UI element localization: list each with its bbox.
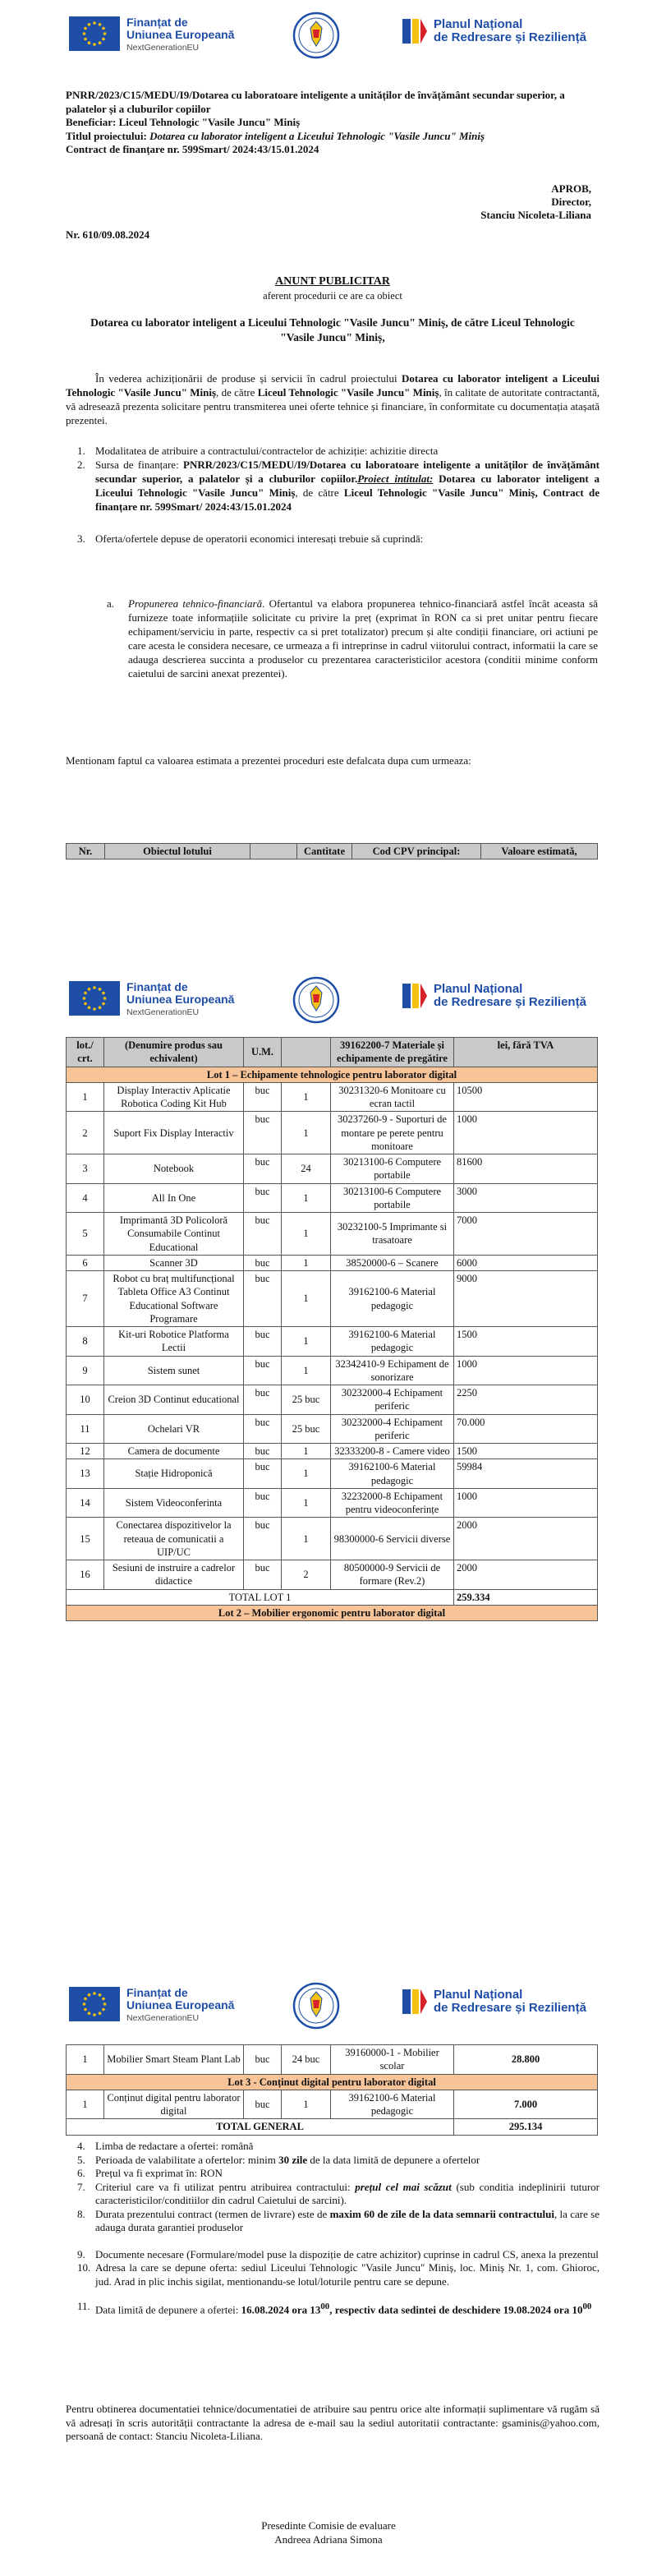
cell-cpv: 30231320-6 Monitoare cu ecran tactil: [331, 1082, 454, 1112]
cell-cpv: 38520000-6 – Scanere: [331, 1255, 454, 1270]
list-item: 7. Criteriul care va fi utilizat pentru atribuirea contractului: prețul cel mai scăzut (sub conditia indeplinirii tuturor caracteristicilor/conditiilor din cadrul Caietului de sarcini).: [77, 2180, 600, 2206]
cell-d: Suport Fix Display Interactiv: [104, 1112, 244, 1154]
approval-block: [480, 182, 591, 222]
romanian-government-seal-icon: [292, 12, 340, 59]
cell-v: 10500: [454, 1082, 598, 1112]
eu-title: Finanțat de Uniunea Europeană: [126, 1986, 235, 2011]
cell-v: 2000: [454, 1518, 598, 1560]
lot3-title-row: Lot 3 - Conținut digital pentru laborator digital: [67, 2074, 598, 2090]
cell-n: 15: [67, 1518, 104, 1560]
cell-d: Ochelari VR: [104, 1414, 244, 1444]
table-row: 1 Conținut digital pentru laborator digital buc 1 39162100-6 Material pedagogic 7.000: [67, 2090, 598, 2119]
col-nr: Nr.: [67, 844, 105, 859]
cell-v: 1000: [454, 1356, 598, 1385]
cell-q: 1: [282, 1459, 331, 1489]
col-quantity: Cantitate: [297, 844, 352, 859]
lot2-lot3-table: [66, 2044, 598, 2136]
cell-d: Display Interactiv Aplicatie Robotica Coding Kit Hub: [104, 1082, 244, 1112]
pnrr-logo: [402, 1988, 586, 2015]
general-total-row: TOTAL GENERAL 295.134: [67, 2119, 598, 2135]
cell-v: 1000: [454, 1488, 598, 1518]
cell-um: buc: [244, 1112, 282, 1154]
eu-logo: [69, 16, 234, 54]
cell-q: 1: [282, 1213, 331, 1256]
eu-flag-icon: [69, 981, 120, 1016]
cell-q: 25 buc: [282, 1385, 331, 1415]
cell-v: 3000: [454, 1183, 598, 1213]
cell-um: buc: [244, 1385, 282, 1415]
cell-um: buc: [244, 1560, 282, 1590]
cell-v: 7000: [454, 1213, 598, 1256]
cell-cpv: 30232000-4 Echipament periferic: [331, 1385, 454, 1415]
list-item: 9. Documente necesare (Formulare/model puse la dispoziție de catre achizitor) cuprinse in cadrul CS, anexa la prezentul: [77, 2247, 599, 2260]
cell-um: buc: [244, 1183, 282, 1213]
lots-table-header-p1: [66, 843, 598, 859]
pnrr-logo: [402, 983, 586, 1009]
cell-n: 9: [67, 1356, 104, 1385]
col-object: Obiectul lotului: [105, 844, 250, 859]
table-header-row: [67, 1038, 598, 1067]
table-row: [67, 1183, 598, 1213]
pnrr-arrow-icon: [402, 984, 427, 1008]
announcement-title: ANUNT PUBLICITAR: [275, 275, 390, 288]
table-row: [67, 1459, 598, 1489]
cell-d: All In One: [104, 1183, 244, 1213]
cell-um: buc: [244, 1213, 282, 1256]
cell-cpv: 32342410-9 Echipament de sonorizare: [331, 1356, 454, 1385]
project-reference: [66, 89, 600, 157]
approval-name: Stanciu Nicoleta-Liliana: [480, 209, 591, 221]
cell-q: 1: [282, 1271, 331, 1327]
table-row: [67, 1112, 598, 1154]
procedure-object: Dotarea cu laborator inteligent a Liceului Tehnologic "Vasile Juncu" Miniș, de către Liceul Tehnologic "Vasile Juncu" Miniș,: [90, 316, 575, 343]
cell-cpv: 30213100-6 Computere portabile: [331, 1183, 454, 1213]
pnrr-title: Planul Național de Redresare și Reziliență: [434, 1988, 586, 2015]
cell-v: 1000: [454, 1112, 598, 1154]
table-row: [67, 1082, 598, 1112]
list-item: 2. Sursa de finanțare: PNRR/2023/C15/MEDU/I9/Dotarea cu laboratoare inteligente a unităților de învățământ secundar superior, a palatelor și a cluburilor copiilor.Proiect intitulat: Dotarea cu laborator inteligent a Liceului Tehnologic "Vasile Juncu" Miniș, de către Liceul Tehnologic "Vasile Juncu" Miniș, Contract de finanțare nr. 599Smart/ 2024:43/15.01.2024: [77, 459, 600, 513]
signature-name: Andreea Adriana Simona: [274, 2532, 383, 2546]
signature-block: [0, 2519, 657, 2547]
eu-subtitle: NextGenerationEU: [126, 43, 200, 53]
cell-um: buc: [244, 1271, 282, 1327]
list-item: 1. Modalitatea de atribuire a contractului/contractelor de achiziție: achizitie directa: [77, 445, 439, 457]
intro-paragraph: În vederea achiziționării de produse și servicii în cadrul proiectului Dotarea cu laborator inteligent a Liceului Tehnologic "Vasile Juncu" Miniș, de către Liceul Tehnologic "Vasile Juncu" Miniș, în calitate de autoritate contractantă, vă adresează prezenta solicitare pentru transmiterea unei oferte tehnice și financiare, în conformitate cu documentația atașată prezentei.: [66, 372, 600, 426]
signature-role: Presedinte Comisie de evaluare: [261, 2519, 396, 2532]
cell-n: 4: [67, 1183, 104, 1213]
table-row: [67, 1414, 598, 1444]
approval-label: APROB,: [551, 182, 591, 195]
sub-item-a: a. Propunerea tehnico-financiară. Ofertantul va elabora propunerea tehnico-financiară astfel încât aceasta să furnizeze toate informațiile solicitate cu privire la preț (exprimat în RON ca si pret unitar pentru fiecare echipament/serviciu in parte, respectiv ca si pret totalizator) precum și alte condiții financiare, ori actiuni pe care acesta le considera necesare, ce urmeaza a fi intreprinse in cadrul viitorului contract, informatii la care se adauga descrierea succinta a produselor cu prezentarea caracteristicilor acestora (conditii minime conform caietului de sarcini anexat prezentei).: [107, 597, 598, 680]
beneficiary: Beneficiar: Liceul Tehnologic "Vasile Juncu" Miniș: [66, 116, 301, 128]
cell-q: 24: [282, 1154, 331, 1184]
cell-v: 2250: [454, 1385, 598, 1415]
cell-n: 3: [67, 1154, 104, 1184]
lot1-title-row: Lot 1 – Echipamente tehnologice pentru laborator digital: [67, 1067, 598, 1082]
list-item: 5. Perioada de valabilitate a ofertelor: minim 30 zile de la data limită de depunere a ofertelor: [77, 2153, 480, 2166]
announcement-title-block: [66, 274, 600, 302]
cell-q: 1: [282, 1488, 331, 1518]
page-header: [66, 12, 608, 58]
cell-d: Camera de documente: [104, 1444, 244, 1459]
col-value: Valoare estimată,: [481, 844, 598, 859]
eu-subtitle: NextGenerationEU: [126, 2013, 200, 2023]
announcement-subtitle: aferent procedurii ce are ca obiect: [263, 290, 402, 302]
requirements-list-1: [66, 444, 600, 546]
cell-cpv: 39162100-6 Material pedagogic: [331, 1459, 454, 1489]
page-header-2: [66, 976, 608, 1022]
table-row: [67, 1488, 598, 1518]
pnrr-title: Planul Național de Redresare și Reziliență: [434, 982, 586, 1009]
col-product: (Denumire produs sau echivalent): [104, 1038, 244, 1067]
cell-n: 8: [67, 1327, 104, 1357]
table-row: [67, 1213, 598, 1256]
cell-cpv: 30232100-5 Imprimante si trasatoare: [331, 1213, 454, 1256]
cell-d: Imprimantă 3D Policoloră Consumabile Continut Educational: [104, 1213, 244, 1256]
col-value: lei, fără TVA: [454, 1038, 598, 1067]
eu-subtitle: NextGenerationEU: [126, 1007, 200, 1017]
eu-title: Finanțat de Uniunea Europeană: [126, 16, 235, 41]
cell-q: 1: [282, 1444, 331, 1459]
table-row: [67, 1255, 598, 1270]
cell-q: 1: [282, 1183, 331, 1213]
cell-q: 1: [282, 1255, 331, 1270]
cell-d: Kit-uri Robotice Platforma Lectii: [104, 1327, 244, 1357]
program-code: PNRR/2023/C15/MEDU/I9/Dotarea cu laboratoare inteligente a unităților de învățământ secundar superior, a palatelor și a cluburilor copiilor: [66, 89, 565, 115]
table-row: [67, 1385, 598, 1415]
requirements-list-2: [66, 2140, 600, 2317]
romanian-government-seal-icon: [292, 976, 340, 1024]
cell-cpv: 30213100-6 Computere portabile: [331, 1154, 454, 1184]
eu-flag-icon: [69, 16, 120, 51]
page-header-3: [66, 1982, 608, 2028]
cell-v: 81600: [454, 1154, 598, 1184]
cell-v: 70.000: [454, 1414, 598, 1444]
pnrr-title: Planul Național de Redresare și Reziliență: [434, 17, 586, 44]
cell-n: 12: [67, 1444, 104, 1459]
col-cpv: Cod CPV principal:: [352, 844, 481, 859]
table-row: [67, 1560, 598, 1590]
col-nr: lot./ crt.: [67, 1038, 104, 1067]
table-row: 1 Mobilier Smart Steam Plant Lab buc 24 buc 39160000-1 - Mobilier scolar 28.800: [67, 2045, 598, 2075]
cell-um: buc: [244, 1459, 282, 1489]
list-item: 10. Adresa la care se depune oferta: sediul Liceului Tehnologic "Vasile Juncu" Miniș, loc. Miniș Nr. 1, com. Ghioroc, jud. Arad in plic inchis sigilat, mentionandu-se lotul/loturile pentru care se depune.: [77, 2261, 600, 2288]
cell-um: buc: [244, 1488, 282, 1518]
pnrr-logo: [402, 18, 586, 44]
cell-n: 10: [67, 1385, 104, 1415]
financing-contract: Contract de finanțare nr. 599Smart/ 2024:43/15.01.2024: [66, 143, 319, 155]
table-row: [67, 1518, 598, 1560]
estimation-note: Mentionam faptul ca valoarea estimata a prezentei proceduri este defalcata dupa cum urmeaza:: [66, 754, 471, 767]
cell-q: 1: [282, 1112, 331, 1154]
cell-n: 14: [67, 1488, 104, 1518]
table-row: [67, 1271, 598, 1327]
list-item: 3. Oferta/ofertele depuse de operatorii economici interesați trebuie să cuprindă:: [77, 532, 424, 545]
pnrr-arrow-icon: [402, 19, 427, 44]
col-cpv: 39162200-7 Materiale și echipamente de pregătire: [331, 1038, 454, 1067]
cell-q: 2: [282, 1560, 331, 1590]
cell-n: 13: [67, 1459, 104, 1489]
col-um: U.M.: [244, 1038, 282, 1067]
cell-q: 1: [282, 1327, 331, 1357]
cell-n: 7: [67, 1271, 104, 1327]
cell-d: Stație Hidroponică: [104, 1459, 244, 1489]
cell-d: Scanner 3D: [104, 1255, 244, 1270]
lot1-total-row: TOTAL LOT 1 259.334: [67, 1589, 598, 1605]
cell-cpv: 98300000-6 Servicii diverse: [331, 1518, 454, 1560]
cell-cpv: 80500000-9 Servicii de formare (Rev.2): [331, 1560, 454, 1590]
eu-title: Finanțat de Uniunea Europeană: [126, 980, 235, 1006]
list-item: 4. Limba de redactare a ofertei: română: [77, 2140, 254, 2152]
cell-q: 1: [282, 1518, 331, 1560]
lot1-table: [66, 1037, 598, 1621]
project-title: Titlul proiectului: Dotarea cu laborator inteligent a Liceului Tehnologic "Vasile Juncu" Miniș: [66, 129, 485, 142]
cell-v: 59984: [454, 1459, 598, 1489]
approval-role: Director,: [551, 196, 591, 208]
cell-n: 11: [67, 1414, 104, 1444]
table-row: [67, 1327, 598, 1357]
cell-q: 1: [282, 1356, 331, 1385]
cell-d: Sesiuni de instruire a cadrelor didactice: [104, 1560, 244, 1590]
cell-cpv: 39162100-6 Material pedagogic: [331, 1327, 454, 1357]
cell-um: buc: [244, 1327, 282, 1357]
cell-um: buc: [244, 1444, 282, 1459]
eu-logo: [69, 1987, 234, 2025]
cell-n: 1: [67, 1082, 104, 1112]
cell-n: 16: [67, 1560, 104, 1590]
table-row: [67, 1356, 598, 1385]
cell-n: 2: [67, 1112, 104, 1154]
cell-n: 5: [67, 1213, 104, 1256]
cell-um: buc: [244, 1082, 282, 1112]
registration-number: Nr. 610/09.08.2024: [66, 228, 150, 241]
cell-cpv: 32333200-8 - Camere video: [331, 1444, 454, 1459]
cell-v: 9000: [454, 1271, 598, 1327]
cell-q: 1: [282, 1082, 331, 1112]
cell-v: 1500: [454, 1444, 598, 1459]
lot2-title-row: Lot 2 – Mobilier ergonomic pentru laborator digital: [67, 1605, 598, 1620]
cell-cpv: 32232000-8 Echipament pentru videoconferințe: [331, 1488, 454, 1518]
pnrr-arrow-icon: [402, 1989, 427, 2014]
cell-v: 2000: [454, 1560, 598, 1590]
cell-n: 6: [67, 1255, 104, 1270]
cell-um: buc: [244, 1518, 282, 1560]
cell-cpv: 39162100-6 Material pedagogic: [331, 1271, 454, 1327]
cell-um: buc: [244, 1154, 282, 1184]
cell-v: 6000: [454, 1255, 598, 1270]
cell-d: Sistem Videoconferinta: [104, 1488, 244, 1518]
cell-um: buc: [244, 1356, 282, 1385]
cell-d: Conectarea dispozitivelor la reteaua de comunicatii a UIP/UC: [104, 1518, 244, 1560]
list-item: 6. Prețul va fi exprimat în: RON: [77, 2167, 223, 2179]
cell-um: buc: [244, 1414, 282, 1444]
list-item: 8. Durata prezentului contract (termen de livrare) este de maxim 60 de zile de la data semnarii contractului, la care se adauga durata garantiei produselor: [77, 2207, 600, 2233]
eu-logo: [69, 981, 234, 1019]
cell-d: Notebook: [104, 1154, 244, 1184]
romanian-government-seal-icon: [292, 1982, 340, 2030]
cell-cpv: 30232000-4 Echipament periferic: [331, 1414, 454, 1444]
cell-cpv: 30237260-9 - Suporturi de montare pe perete pentru monitoare: [331, 1112, 454, 1154]
cell-d: Sistem sunet: [104, 1356, 244, 1385]
table-row: [67, 1444, 598, 1459]
table-row: [67, 1154, 598, 1184]
cell-d: Robot cu braț multifuncțional Tableta Office A3 Continut Educational Software Programare: [104, 1271, 244, 1327]
list-item: 11. Data limită de depunere a ofertei: 16.08.2024 ora $13^{00}$, respectiv data sedintei de deschidere 19.08.2024 ora $10^{00}$: [77, 2300, 592, 2316]
closing-paragraph: Pentru obtinerea documentatiei tehnice/documentatiei de atribuire sau pentru orice alte informații suplimentare vă rugăm să vă adresați în scris autorității contractante la adresa de e-mail sau la sediul autoritatii contractante: gsaminis@yahoo.com, persoană de contact: Stanciu Nicoleta-Liliana.: [66, 2403, 600, 2442]
cell-d: Creion 3D Continut educational: [104, 1385, 244, 1415]
cell-v: 1500: [454, 1327, 598, 1357]
eu-flag-icon: [69, 1987, 120, 2021]
cell-q: 25 buc: [282, 1414, 331, 1444]
cell-um: buc: [244, 1255, 282, 1270]
